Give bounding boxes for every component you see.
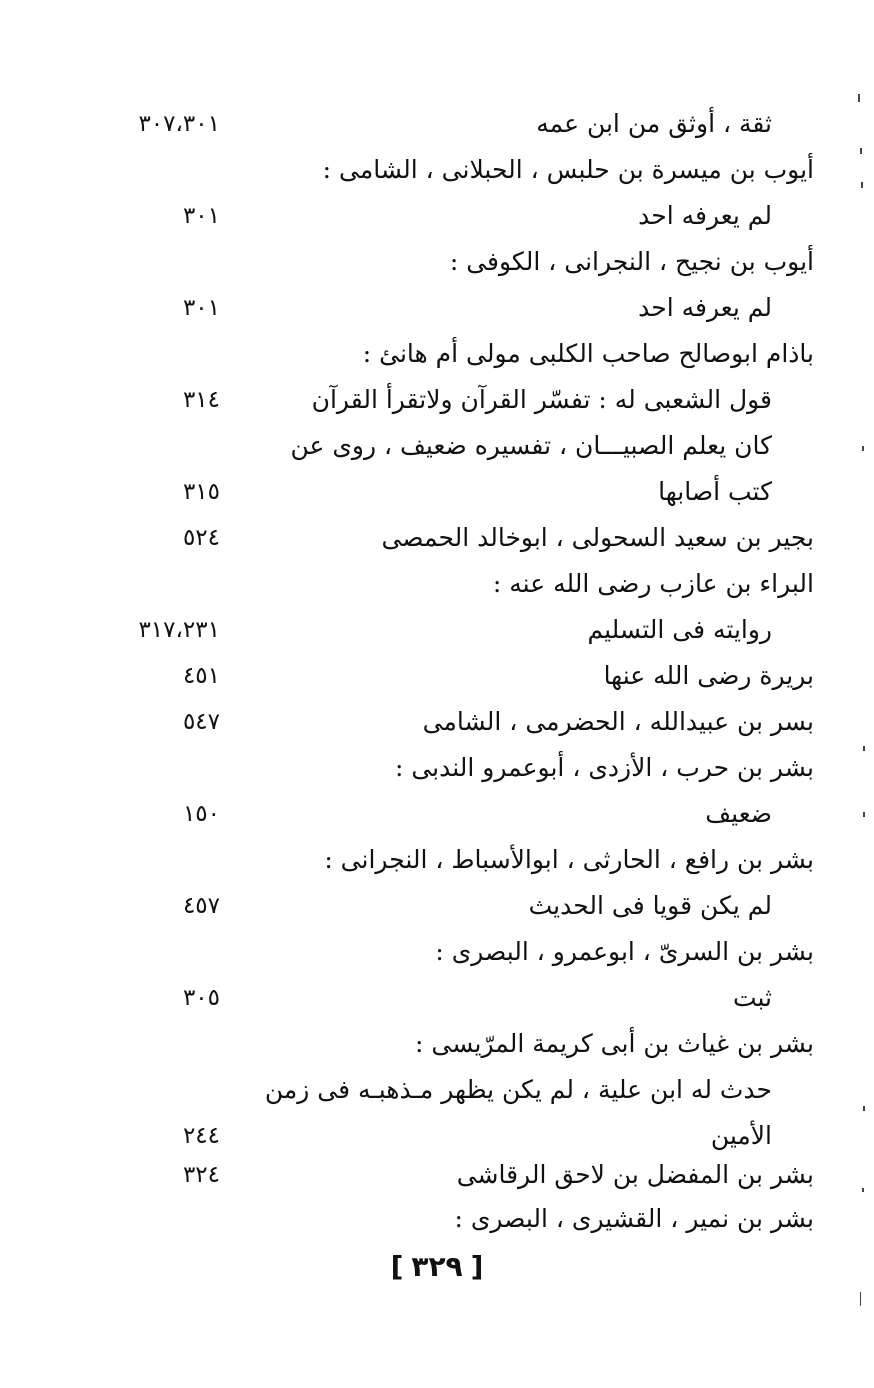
entry-text: بريرة رضى الله عنها [603, 661, 814, 690]
scan-speck [860, 148, 862, 154]
index-line [0, 837, 874, 883]
index-line [0, 1067, 874, 1113]
page-number [0, 1244, 874, 1290]
page-number-value: ٣٢٩ [411, 1250, 463, 1283]
page-reference: ٣١٧،٢٣١ [138, 617, 220, 643]
entry-text: بشر بن المفضل بن لاحق الرقاشى [456, 1160, 814, 1189]
bracket-close: ] [470, 1250, 484, 1283]
index-line [0, 469, 874, 515]
page-reference: ١٥٠ [182, 801, 220, 827]
entry-text: قول الشعبى له : تفسّر القرآن ولاتقرأ القرآن [311, 385, 772, 414]
index-line [0, 791, 874, 837]
index-line [0, 331, 874, 377]
index-line [0, 147, 874, 193]
entry-text: بسر بن عبيدالله ، الحضرمى ، الشامى [422, 707, 814, 736]
index-line [0, 929, 874, 975]
bracket-open: [ [390, 1250, 404, 1283]
scan-speck [858, 94, 860, 102]
scan-speck [863, 1106, 865, 1111]
scan-speck [861, 182, 863, 188]
entry-text: الأمين [710, 1121, 772, 1150]
index-line [0, 883, 874, 929]
index-line [0, 101, 874, 147]
scan-speck [863, 746, 865, 751]
entry-text: لم يعرفه احد [638, 293, 772, 322]
entry-text: كتب أصابها [658, 477, 772, 506]
index-line [0, 561, 874, 607]
entry-text: حدث له ابن علية ، لم يكن يظهر مـذهبـه فى زمن [264, 1075, 772, 1104]
entry-text: بشر بن حرب ، الأزدى ، أبوعمرو الندبى : [394, 753, 814, 782]
entry-text: ثبت [732, 983, 772, 1012]
page-reference: ٢٤٤ [182, 1123, 220, 1149]
index-line [0, 423, 874, 469]
scan-speck [862, 1188, 864, 1192]
index-line [0, 607, 874, 653]
index-line [0, 193, 874, 239]
page-reference: ٣٠٥ [182, 985, 220, 1011]
entry-text: لم يعرفه احد [638, 201, 772, 230]
page-reference: ٣٠٧،٣٠١ [138, 111, 220, 137]
page-reference: ٣١٥ [182, 479, 220, 505]
index-line [0, 1021, 874, 1067]
page-reference: ٣٠١ [182, 295, 220, 321]
entry-text: كان يعلم الصبيـــان ، تفسيره ضعيف ، روى عن [290, 431, 772, 460]
page-reference: ٣٢٤ [182, 1162, 220, 1188]
index-line [0, 515, 874, 561]
index-line [0, 377, 874, 423]
index-line [0, 1152, 874, 1198]
scan-speck [863, 812, 865, 817]
scan-speck [862, 446, 864, 451]
page-reference: ٤٥٧ [182, 893, 220, 919]
scan-speck [860, 1292, 861, 1306]
page-reference: ٣١٤ [182, 387, 220, 413]
index-line [0, 285, 874, 331]
entry-text: بشر بن رافع ، الحارثى ، ابوالأسباط ، النجرانى : [324, 845, 814, 874]
entry-text: باذام ابوصالح صاحب الكلبى مولى أم هانئ : [362, 339, 814, 368]
entry-text: بشر بن السرىّ ، ابوعمرو ، البصرى : [435, 937, 814, 966]
entry-text: ثقة ، أوثق من ابن عمه [536, 109, 772, 138]
entry-text: أيوب بن ميسرة بن حلبس ، الحبلانى ، الشامى : [322, 155, 814, 184]
entry-text: بشر بن نمير ، القشيرى ، البصرى : [454, 1204, 814, 1233]
entry-text: روايته فى التسليم [587, 615, 772, 644]
page-reference: ٥٢٤ [182, 525, 220, 551]
entry-text: بشر بن غياث بن أبى كريمة المرّيسى : [414, 1029, 814, 1058]
page-reference: ٥٤٧ [182, 709, 220, 735]
entry-text: أيوب بن نجيح ، النجرانى ، الكوفى : [449, 247, 814, 276]
index-line [0, 975, 874, 1021]
page-reference: ٣٠١ [182, 203, 220, 229]
entry-text: بجير بن سعيد السحولى ، ابوخالد الحمصى [381, 523, 814, 552]
index-line [0, 745, 874, 791]
index-line [0, 1196, 874, 1242]
entry-text: لم يكن قويا فى الحديث [528, 891, 772, 920]
page-reference: ٤٥١ [182, 663, 220, 689]
index-line [0, 653, 874, 699]
entry-text: البراء بن عازب رضى الله عنه : [492, 569, 814, 598]
entry-text: ضعيف [705, 799, 772, 828]
index-line [0, 239, 874, 285]
index-line [0, 699, 874, 745]
